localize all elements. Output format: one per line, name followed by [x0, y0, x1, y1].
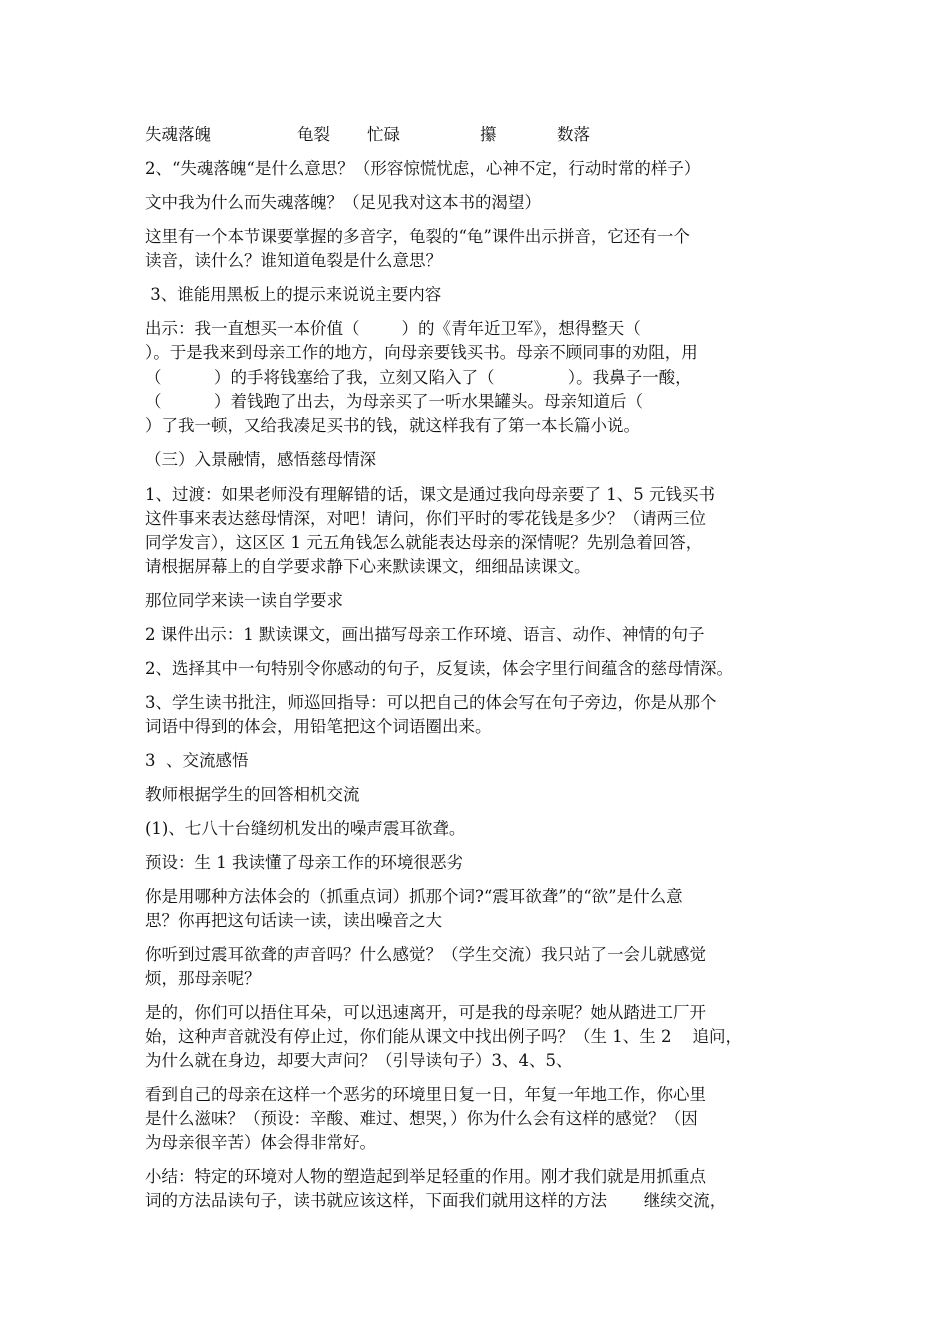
text-line: （ ）着钱跑了出去，为母亲买了一听水果罐头。母亲知道后（ — [145, 392, 643, 411]
text-line: 文中我为什么而失魂落魄？（足见我对这本书的渴望） — [145, 193, 541, 212]
text-line: 烦，那母亲呢？ — [145, 969, 261, 988]
text-line: 看到自己的母亲在这样一个恶劣的环境里日复一日，年复一年地工作，你心里 — [145, 1085, 706, 1104]
text-line: （ ）的手将钱塞给了我，立刻又陷入了（ ）。我鼻子一酸， — [145, 368, 692, 387]
text-line: 预设：生 1 我读懂了母亲工作的环境很恶劣 — [145, 853, 463, 872]
text-line: 同学发言），这区区 1 元五角钱怎么就能表达母亲的深情呢？先别急着回答， — [145, 533, 703, 552]
vocab-word: 攥 — [480, 125, 497, 144]
section-heading: 3、谁能用黑板上的提示来说说主要内容 — [145, 285, 442, 304]
section-heading: 3 、交流感悟 — [145, 751, 249, 770]
text-line: 你听到过震耳欲聋的声音吗？什么感觉？（学生交流）我只站了一会儿就感觉 — [145, 945, 706, 964]
text-line: 2、“失魂落魄“是什么意思？（形容惊慌忧虑，心神不定，行动时常的样子） — [145, 159, 701, 178]
text-line: 1、过渡：如果老师没有理解错的话，课文是通过我向母亲要了 1、5 元钱买书 — [145, 485, 715, 504]
text-line: 教师根据学生的回答相机交流 — [145, 785, 360, 804]
text-line: (1)、七八十台缝纫机发出的噪声震耳欲聋。 — [145, 819, 466, 838]
text-line: 2 课件出示：1 默读课文，画出描写母亲工作环境、语言、动作、神情的句子 — [145, 625, 705, 644]
text-line: 小结：特定的环境对人物的塑造起到举足轻重的作用。刚才我们就是用抓重点 — [145, 1167, 706, 1186]
text-line: 是的，你们可以捂住耳朵，可以迅速离开，可是我的母亲呢？她从踏进工厂开 — [145, 1003, 706, 1022]
vocab-word: 数落 — [557, 125, 590, 144]
text-line: 这里有一个本节课要掌握的多音字，龟裂的“龟”课件出示拼音，它还有一个 — [145, 227, 690, 246]
text-line: 为母亲很辛苦）体会得非常好。 — [145, 1133, 376, 1152]
text-line: 你是用哪种方法体会的（抓重点词）抓那个词?“震耳欲聋”的“欲”是什么意 — [145, 887, 683, 906]
text-line: ）了我一顿，又给我凑足买书的钱，就这样我有了第一本长篇小说。 — [145, 416, 640, 435]
text-line: 始，这种声音就没有停止过，你们能从课文中找出例子吗？（生 1、生 2 追问， — [145, 1027, 742, 1046]
text-line: 为什么就在身边，却要大声问？（引导读句子）3、4、5、 — [145, 1051, 573, 1070]
text-line: 3、学生读书批注，师巡回指导：可以把自己的体会写在句子旁边，你是从那个 — [145, 693, 717, 712]
vocab-word: 龟裂 — [297, 125, 330, 144]
text-line: 是什么滋味？（预设：辛酸、难过、想哭，）你为什么会有这样的感觉？（因 — [145, 1109, 698, 1128]
text-line: ）。于是我来到母亲工作的地方，向母亲要钱买书。母亲不顾同事的劝阻，用 — [145, 343, 698, 362]
text-line: 词的方法品读句子，读书就应该这样，下面我们就用这样的方法 继续交流， — [145, 1191, 727, 1210]
text-line: 请根据屏幕上的自学要求静下心来默读课文，细细品读课文。 — [145, 557, 591, 576]
text-line: 2、选择其中一句特别令你感动的句子，反复读，体会字里行间蕴含的慈母情深。 — [145, 659, 733, 678]
text-line: 读音，读什么？谁知道龟裂是什么意思？ — [145, 251, 442, 270]
vocab-word: 忙碌 — [367, 125, 400, 144]
text-line: 词语中得到的体会，用铅笔把这个词语圈出来。 — [145, 717, 492, 736]
vocab-word: 失魂落魄 — [145, 125, 211, 144]
section-heading: （三）入景融情，感悟慈母情深 — [145, 450, 376, 469]
text-line: 思？你再把这句话读一读，读出噪音之大 — [145, 911, 442, 930]
text-line: 出示：我一直想买一本价值（ ）的《青年近卫军》，想得整天（ — [145, 319, 641, 338]
text-line: 那位同学来读一读自学要求 — [145, 591, 343, 610]
text-line: 这件事来表达慈母情深，对吧！请问，你们平时的零花钱是多少？（请两三位 — [145, 509, 706, 528]
